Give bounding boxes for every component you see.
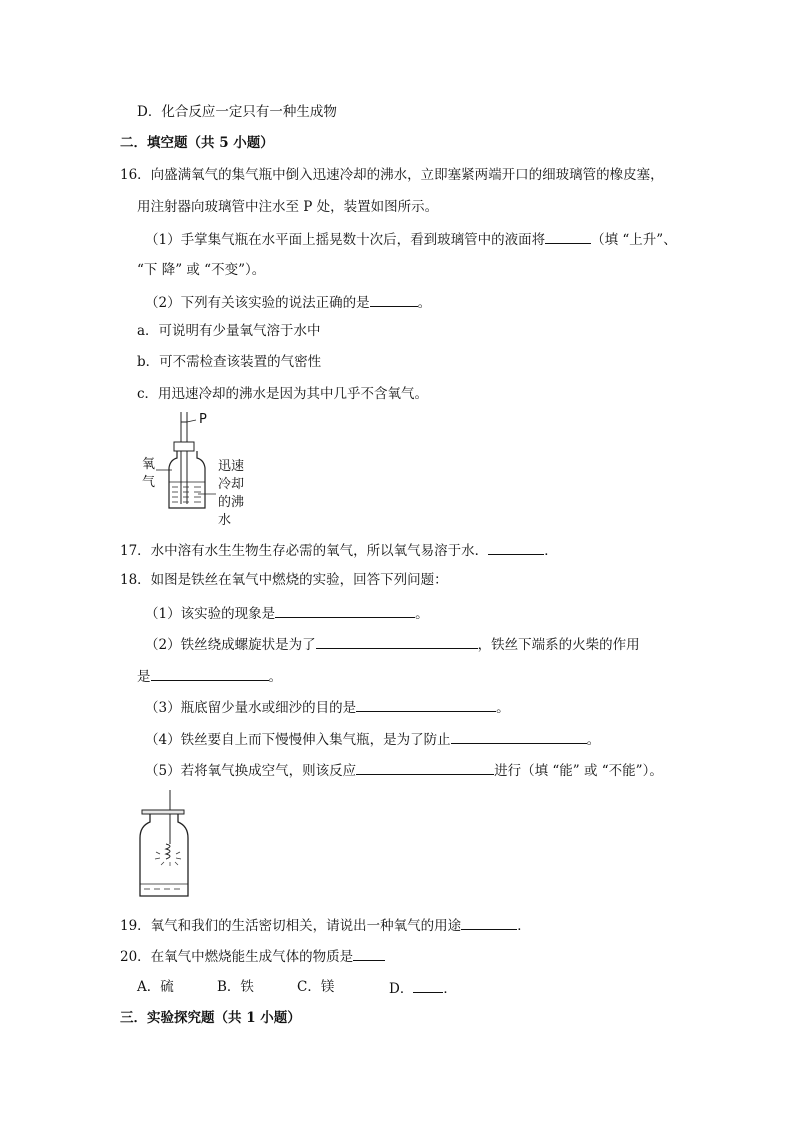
label-water-4: 水 [218, 513, 232, 528]
q16-sub1-blank[interactable] [545, 229, 591, 244]
q16-stem-line1: 16．向盛满氧气的集气瓶中倒入迅速冷却的沸水，立即塞紧两端开口的细玻璃管的橡皮塞， [120, 167, 664, 183]
q16-sub2 [145, 292, 431, 312]
q20-option-a: A．硫 [137, 979, 174, 995]
q18-sub1-blank[interactable] [275, 603, 415, 618]
q16-option-c: c．用迅速冷却的沸水是因为其中几乎不含氧气。 [137, 386, 429, 402]
label-p: P [199, 412, 207, 427]
q20-option-d-blank[interactable] [413, 978, 443, 993]
wire-spiral [166, 844, 170, 859]
q18-sub3-blank[interactable] [356, 697, 496, 712]
p-pointer [187, 420, 196, 422]
q18-sub3 [145, 697, 510, 717]
q19-end: ． [517, 918, 531, 934]
q18-sub4-blank[interactable] [451, 729, 587, 744]
q18-sub5-hint: 进行（填 “能” 或 “不能”）。 [494, 763, 663, 779]
q16-sub1-hint-cont: “下 降” 或 “不变”）。 [137, 262, 266, 278]
q16-sub1-hint: （填 “上升”、 [591, 232, 677, 248]
q17 [120, 540, 558, 560]
q16-sub2-blank[interactable] [370, 292, 418, 307]
q18-sub2-blank1[interactable] [316, 634, 478, 649]
label-water-1: 迅速 [218, 459, 245, 474]
rubber-stopper [174, 442, 194, 451]
q18-sub4 [145, 729, 600, 749]
q18-sub2-text3: 是 [137, 669, 151, 685]
section2-title: 二．填空题（共 5 小题） [120, 135, 274, 151]
label-oxygen-1: 氧 [142, 457, 156, 472]
q18-figure [132, 788, 204, 900]
q18-sub1-text: （1）该实验的现象是 [145, 606, 276, 622]
q16-sub1 [145, 229, 677, 249]
q18-stem: 18．如图是铁丝在氧气中燃烧的实验，回答下列问题： [120, 572, 448, 588]
q20-stem: 20．在氧气中燃烧能生成气体的物质是 [120, 949, 354, 965]
q16-option-a: a．可说明有少量氧气溶于水中 [137, 323, 321, 339]
label-water-2: 冷却 [218, 477, 245, 492]
q18-sub2-end: 。 [268, 669, 282, 685]
iron-wire-diagram [132, 788, 204, 900]
q20-option-d [389, 978, 457, 998]
q17-text: 17．水中溶有水生生物生存必需的氧气，所以氧气易溶于水． [120, 543, 489, 559]
q16-sub2-end: 。 [417, 295, 432, 311]
q20-option-c: C．镁 [297, 979, 335, 995]
label-oxygen-2: 气 [142, 475, 156, 490]
q20-option-d-end: ． [443, 981, 457, 997]
q15-option-d: D．化合反应一定只有一种生成物 [137, 104, 337, 120]
q19 [120, 915, 531, 935]
q20-option-b: B．铁 [217, 979, 254, 995]
q18-sub1-end: 。 [415, 606, 429, 622]
q17-blank[interactable] [488, 540, 544, 555]
q16-sub2-text: （2）下列有关该实验的说法正确的是 [145, 295, 370, 311]
q16-option-b: b．可不需检查该装置的气密性 [137, 354, 322, 370]
q19-text: 19．氧气和我们的生活密切相关，请说出一种氧气的用途 [120, 918, 462, 934]
q18-sub4-end: 。 [586, 732, 601, 748]
q16-stem-line2: 用注射器向玻璃管中注水至 P 处，装置如图所示。 [137, 199, 439, 215]
q18-sub1 [145, 603, 429, 623]
gas-bottle-diagram [136, 408, 256, 532]
q18-sub4-text: （4）铁丝要自上而下慢慢伸入集气瓶，是为了防止 [145, 732, 451, 748]
q16-figure [136, 408, 256, 532]
q18-sub3-end: 。 [496, 700, 510, 716]
q18-sub2-blank2[interactable] [151, 666, 269, 681]
q18-sub2-cont [137, 666, 282, 686]
q20-blank[interactable] [353, 946, 385, 961]
label-water-3: 的沸 [218, 495, 245, 510]
q18-sub5 [145, 760, 663, 780]
q16-sub1-text: （1）手掌集气瓶在水平面上摇晃数十次后，看到玻璃管中的液面将 [145, 232, 546, 248]
q18-sub2 [145, 634, 640, 654]
glass-plate [142, 810, 184, 814]
q18-sub2-text: （2）铁丝绕成螺旋状是为了 [145, 637, 316, 653]
q20-option-d-label: D． [389, 981, 414, 997]
section3-title: 三．实验探究题（共 1 小题） [120, 1010, 301, 1026]
q18-sub5-blank[interactable] [356, 760, 494, 775]
q18-sub3-text: （3）瓶底留少量水或细沙的目的是 [145, 700, 357, 716]
q17-end: ． [544, 543, 558, 559]
q18-sub2-text2: ，铁丝下端系的火柴的作用 [477, 637, 640, 653]
q19-blank[interactable] [461, 915, 517, 930]
q20-stem-line [120, 946, 385, 966]
q18-sub5-text: （5）若将氧气换成空气，则该反应 [145, 763, 357, 779]
